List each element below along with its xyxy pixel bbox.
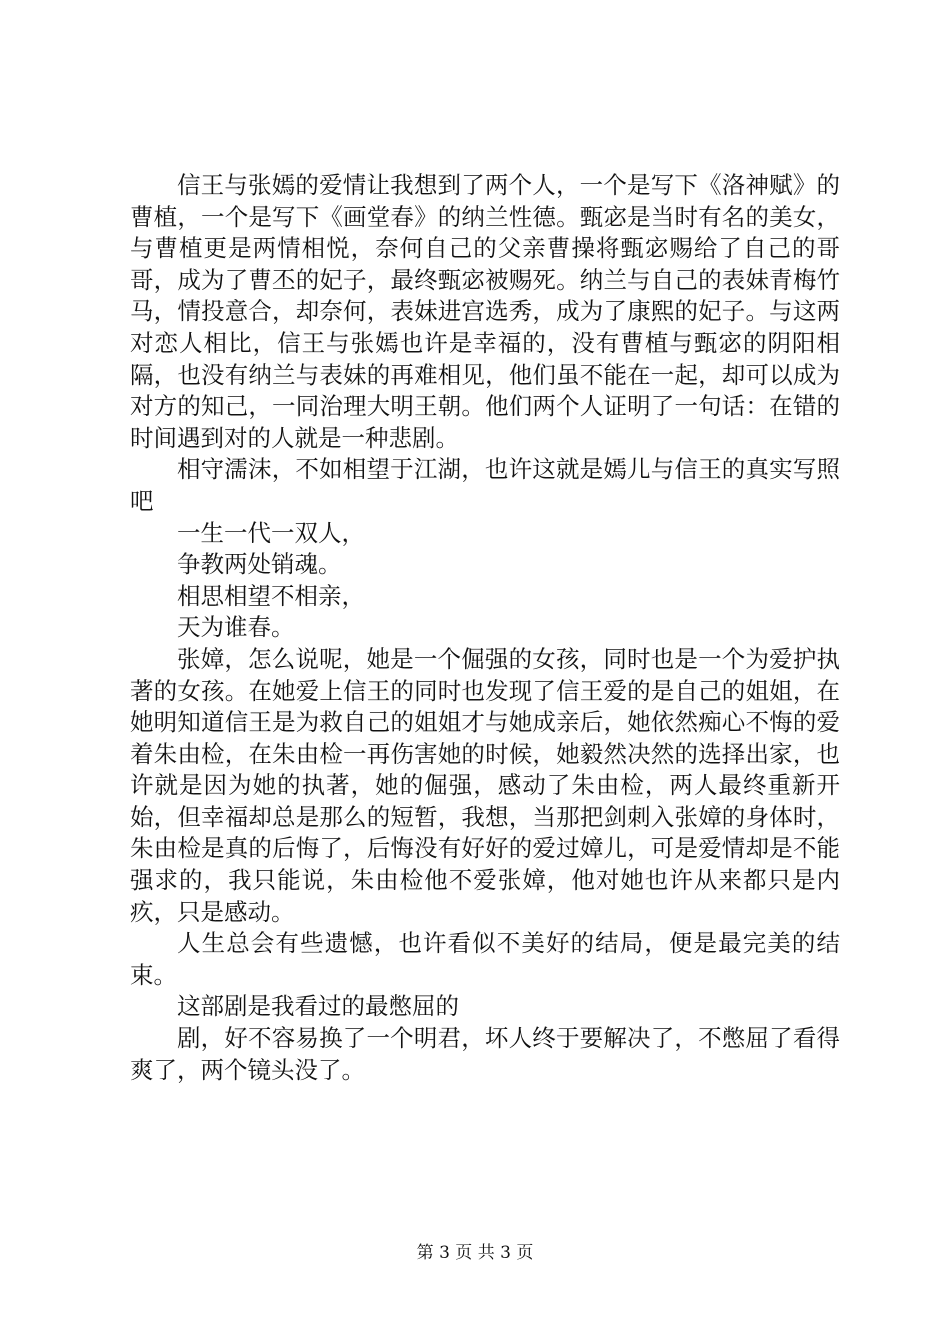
paragraph-5: 这部剧是我看过的最憋屈的 (177, 992, 459, 1021)
paragraph-1: 信王与张嫣的爱情让我想到了两个人，一个是写下《洛神赋》的曹植，一个是写下《画堂春》的纳兰性德。甄宓是当时有名的美女，与曹植更是两情相悦，奈何自己的父亲曹操将甄宓赐给了自己的哥哥，成为了曹丕的妃子，最终甄宓被赐死。纳兰与自己的表妹青梅竹马，情投意合，却奈何，表妹进宫选秀，成为了康熙的妃子。与这两对恋人相比，信王与张嫣也许是幸福的，没有曹植与甄宓的阴阳相隔，也没有纳兰与表妹的再难相见，他们虽不能在一起，却可以成为对方的知己，一同治理大明王朝。他们两个人证明了一句话：在错的时间遇到对的人就是一种悲剧。 (130, 171, 840, 452)
paragraph-6: 剧，好不容易换了一个明君，坏人终于要解决了，不憋屈了看得爽了，两个镜头没了。 (130, 1024, 840, 1084)
paragraph-4: 人生总会有些遗憾，也许看似不美好的结局，便是最完美的结束。 (130, 929, 840, 989)
page-number-footer: 第 3 页 共 3 页 (416, 1243, 534, 1263)
document-body (130, 170, 840, 1086)
paragraph-2: 相守濡沫，不如相望于江湖，也许这就是嫣儿与信王的真实写照吧 (130, 455, 840, 515)
poem-line-2: 争教两处销魂。 (177, 550, 342, 579)
poem-line-3: 相思相望不相亲， (177, 581, 365, 610)
paragraph-3: 张嫜，怎么说呢，她是一个倔强的女孩，同时也是一个为爱护执著的女孩。在她爱上信王的同时也发现了信王爱的是自己的姐姐，在她明知道信王是为救自己的姐姐才与她成亲后，她依然痴心不悔的爱着朱由检，在朱由检一再伤害她的时候，她毅然决然的选择出家，也许就是因为她的执著，她的倔强，感动了朱由检，两人最终重新开始，但幸福却总是那么的短暂，我想，当那把剑刺入张嫜的身体时，朱由检是真的后悔了，后悔没有好好的爱过嫜儿，可是爱情却是不能强求的，我只能说，朱由检他不爱张嫜，他对她也许从来都只是内疚，只是感动。 (130, 644, 840, 926)
poem-line-1: 一生一代一双人， (177, 518, 365, 547)
poem-line-4: 天为谁春。 (177, 613, 295, 642)
